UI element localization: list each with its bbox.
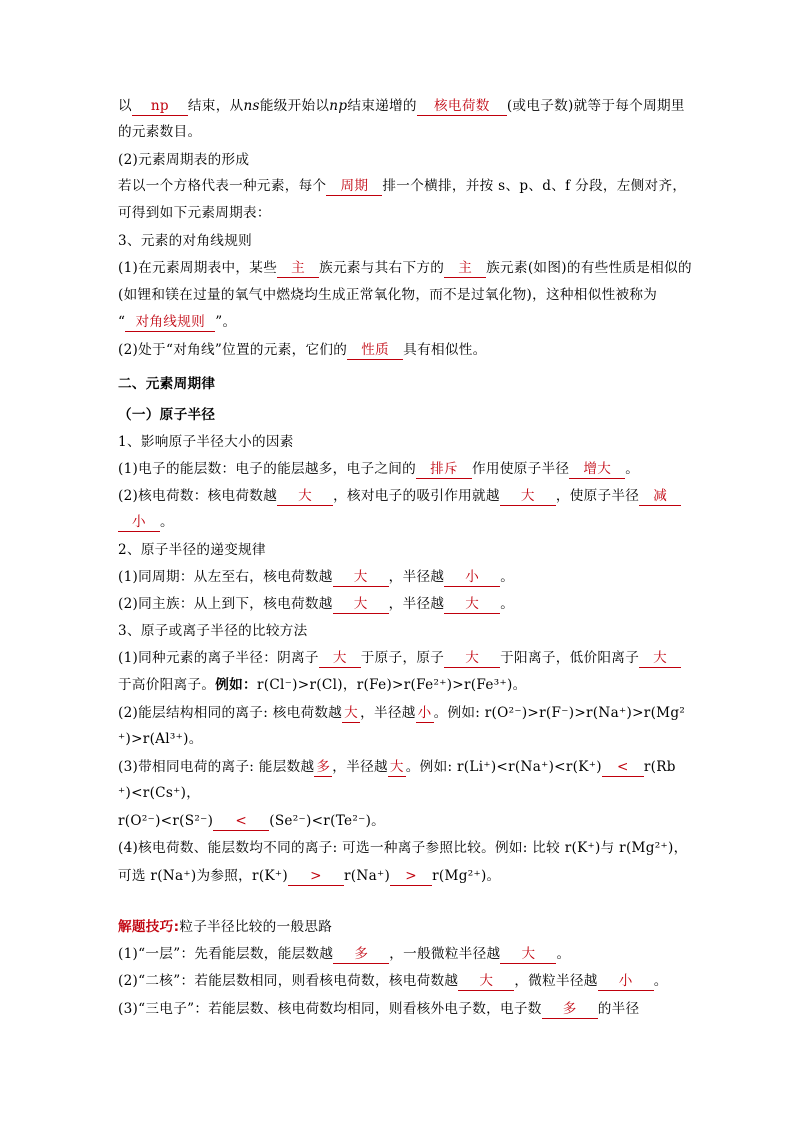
text: 。 — [556, 946, 571, 962]
text: (2)处于“对角线”位置的元素，它们的 — [118, 342, 348, 358]
answer-blank: 多 — [542, 1001, 598, 1019]
text-line — [118, 567, 678, 587]
answer-blank: 大 — [333, 569, 389, 587]
answer-blank: 大 — [458, 973, 514, 991]
text-line: (4)核电荷数、能层数均不同的离子: 可选一种离子参照比较。例如: 比较 r(K⁺)与 r(Mg²⁺)， — [118, 840, 688, 856]
text: (3)带相同电荷的离子: 能层数越 — [118, 759, 315, 775]
answer-blank: 小 — [598, 973, 654, 991]
text: ，微粒半径越 — [514, 973, 598, 989]
answer-blank: < — [602, 759, 644, 777]
text-line: 1、影响原子半径大小的因素 — [118, 434, 294, 450]
answer-blank: < — [213, 813, 269, 831]
text-line — [118, 594, 678, 614]
text: (Se²⁻)<r(Te²⁻)。 — [269, 813, 386, 829]
text-line: (如锂和镁在过量的氧气中燃烧均生成正常氧化物，而不是过氧化物)，这种相似性被称为 — [118, 287, 658, 303]
answer-blank: 小 — [118, 514, 160, 532]
text: 族元素(如图)的有些性质是相似的 — [486, 260, 692, 276]
text: (1)同种元素的离子半径：阴离子 — [118, 650, 319, 666]
text: 。 — [500, 569, 515, 585]
text: r(Na⁺) — [344, 868, 391, 884]
answer-blank: 大 — [277, 488, 333, 506]
text: ，使原子半径 — [555, 488, 640, 504]
text: (2)核电荷数：核电荷数越 — [118, 488, 278, 504]
text-line — [118, 340, 678, 360]
answer-blank: 核电荷数 — [417, 98, 507, 116]
answer-blank: 小 — [444, 569, 500, 587]
answer-blank: 性质 — [347, 342, 403, 360]
text: (1)电子的能层数：电子的能层越多，电子之间的 — [118, 461, 417, 477]
answer-blank: 增大 — [569, 461, 625, 479]
answer-blank: 多 — [316, 759, 331, 775]
text: 族元素与其右下方的 — [319, 260, 445, 276]
text: (2)“二核”：若能层数相同，则看核电荷数，核电荷数越 — [118, 973, 459, 989]
text-line — [118, 866, 678, 886]
text: 。 — [653, 973, 668, 989]
answer-blank: > — [390, 868, 432, 886]
text: 。例如: r(O²⁻)>r(F⁻)>r(Na⁺)>r(Mg² — [433, 705, 686, 721]
answer-blank: > — [288, 868, 344, 886]
text: 于高价阳离子。 — [118, 677, 216, 693]
text-line — [118, 675, 678, 695]
text-line — [118, 648, 678, 668]
text: 。例如: r(Li⁺)<r(Na⁺)<r(K⁺) — [405, 759, 602, 775]
text: 于阳离子，低价阳离子 — [500, 650, 640, 666]
section-heading: 二、元素周期律 — [118, 376, 216, 392]
text: 。 — [500, 596, 515, 612]
tips-label: 解题技巧: — [118, 919, 180, 935]
text-line: 的元素数目。 — [118, 124, 202, 140]
text-line — [118, 944, 678, 964]
text: ”。 — [215, 314, 237, 330]
answer-blank: np — [132, 98, 188, 116]
text-line: ⁺)>r(Al³⁺)。 — [118, 731, 203, 747]
answer-blank: 周期 — [326, 178, 382, 196]
text: 具有相似性。 — [403, 342, 487, 358]
text: 可选 r(Na⁺)为参照，r(K⁺) — [118, 868, 288, 884]
text: 排一个横排，并按 s、p、d、f 分段，左侧对齐， — [382, 178, 687, 194]
text: np — [329, 98, 348, 114]
text: (3)“三电子”：若能层数、核电荷数均相同，则看核外电子数，电子数 — [118, 1001, 542, 1017]
text: (1)在元素周期表中，某些 — [118, 260, 278, 276]
text: (1)“一层”：先看能层数，能层数越 — [118, 946, 334, 962]
tips-heading — [118, 917, 678, 937]
text: (2)同主族：从上到下，核电荷数越 — [118, 596, 333, 612]
text: 的半径 — [597, 1001, 640, 1017]
answer-blank: 主 — [444, 260, 486, 278]
answer-blank: 主 — [277, 260, 319, 278]
text-line — [118, 999, 678, 1019]
text-line — [118, 459, 678, 479]
text-line — [118, 703, 686, 723]
text-line: 2、原子半径的递变规律 — [118, 542, 266, 558]
text-line: (2)元素周期表的形成 — [118, 152, 250, 168]
text: ，半径越 — [332, 759, 388, 775]
text-line — [118, 96, 685, 116]
text: 。 — [625, 461, 640, 477]
text: r(Cl⁻)>r(Cl)，r(Fe)>r(Fe²⁺)>r(Fe³⁺)。 — [256, 677, 527, 693]
text: r(O²⁻)<r(S²⁻) — [118, 813, 214, 829]
answer-blank: 大 — [389, 759, 404, 775]
text: 若以一个方格代表一种元素，每个 — [118, 178, 327, 194]
text-line — [118, 971, 678, 991]
answer-blank: 大 — [639, 650, 681, 668]
text: ，半径越 — [388, 569, 445, 585]
text: r(Rb — [643, 759, 676, 775]
subsection-heading: （一）原子半径 — [118, 407, 216, 423]
text: r(Mg²⁺)。 — [432, 868, 501, 884]
tips-title: 粒子半径比较的一般思路 — [179, 919, 333, 935]
text-line: 可得到如下元素周期表： — [118, 205, 271, 221]
answer-blank: 大 — [344, 705, 359, 721]
text: ns — [243, 98, 260, 114]
text-line — [118, 486, 678, 506]
answer-blank: 大 — [319, 650, 361, 668]
answer-blank: 大 — [444, 650, 500, 668]
text: 于原子，原子 — [360, 650, 445, 666]
text-line: 3、元素的对角线规则 — [118, 233, 252, 249]
text: (或电子数)就等于每个周期里 — [506, 98, 685, 114]
answer-blank: 大 — [444, 596, 500, 614]
text: 作用使原子半径 — [472, 461, 570, 477]
text-line — [118, 757, 678, 777]
text: (2)能层结构相同的离子: 核电荷数越 — [118, 705, 343, 721]
answer-blank: 多 — [333, 946, 389, 964]
answer-blank: 小 — [417, 705, 432, 721]
text-line — [118, 512, 678, 532]
answer-blank: 大 — [500, 488, 556, 506]
text-line: ⁺)<r(Cs⁺)， — [118, 785, 201, 801]
answer-blank: 排斥 — [416, 461, 472, 479]
text: 以 — [118, 98, 132, 114]
example-label: 例如： — [215, 677, 257, 693]
answer-blank: 减 — [639, 488, 681, 506]
text: (1)同周期：从左至右，核电荷数越 — [118, 569, 333, 585]
text: “ — [118, 314, 126, 330]
text: ，一般微粒半径越 — [389, 946, 501, 962]
text-line — [118, 258, 692, 278]
text-line: 3、原子或离子半径的比较方法 — [118, 623, 308, 639]
text-line — [118, 811, 678, 831]
answer-blank: 大 — [500, 946, 556, 964]
text: ，半径越 — [388, 596, 445, 612]
text: 结束，从 — [187, 98, 244, 114]
text: ，核对电子的吸引作用就越 — [333, 488, 500, 504]
text-line — [118, 312, 678, 332]
text: 结束递增的 — [347, 98, 417, 114]
text-line — [118, 176, 687, 196]
answer-blank: 对角线规则 — [125, 314, 215, 332]
text: 能级开始以 — [259, 98, 330, 114]
text: ，半径越 — [360, 705, 416, 721]
text: 。 — [160, 514, 174, 530]
answer-blank: 大 — [333, 596, 389, 614]
